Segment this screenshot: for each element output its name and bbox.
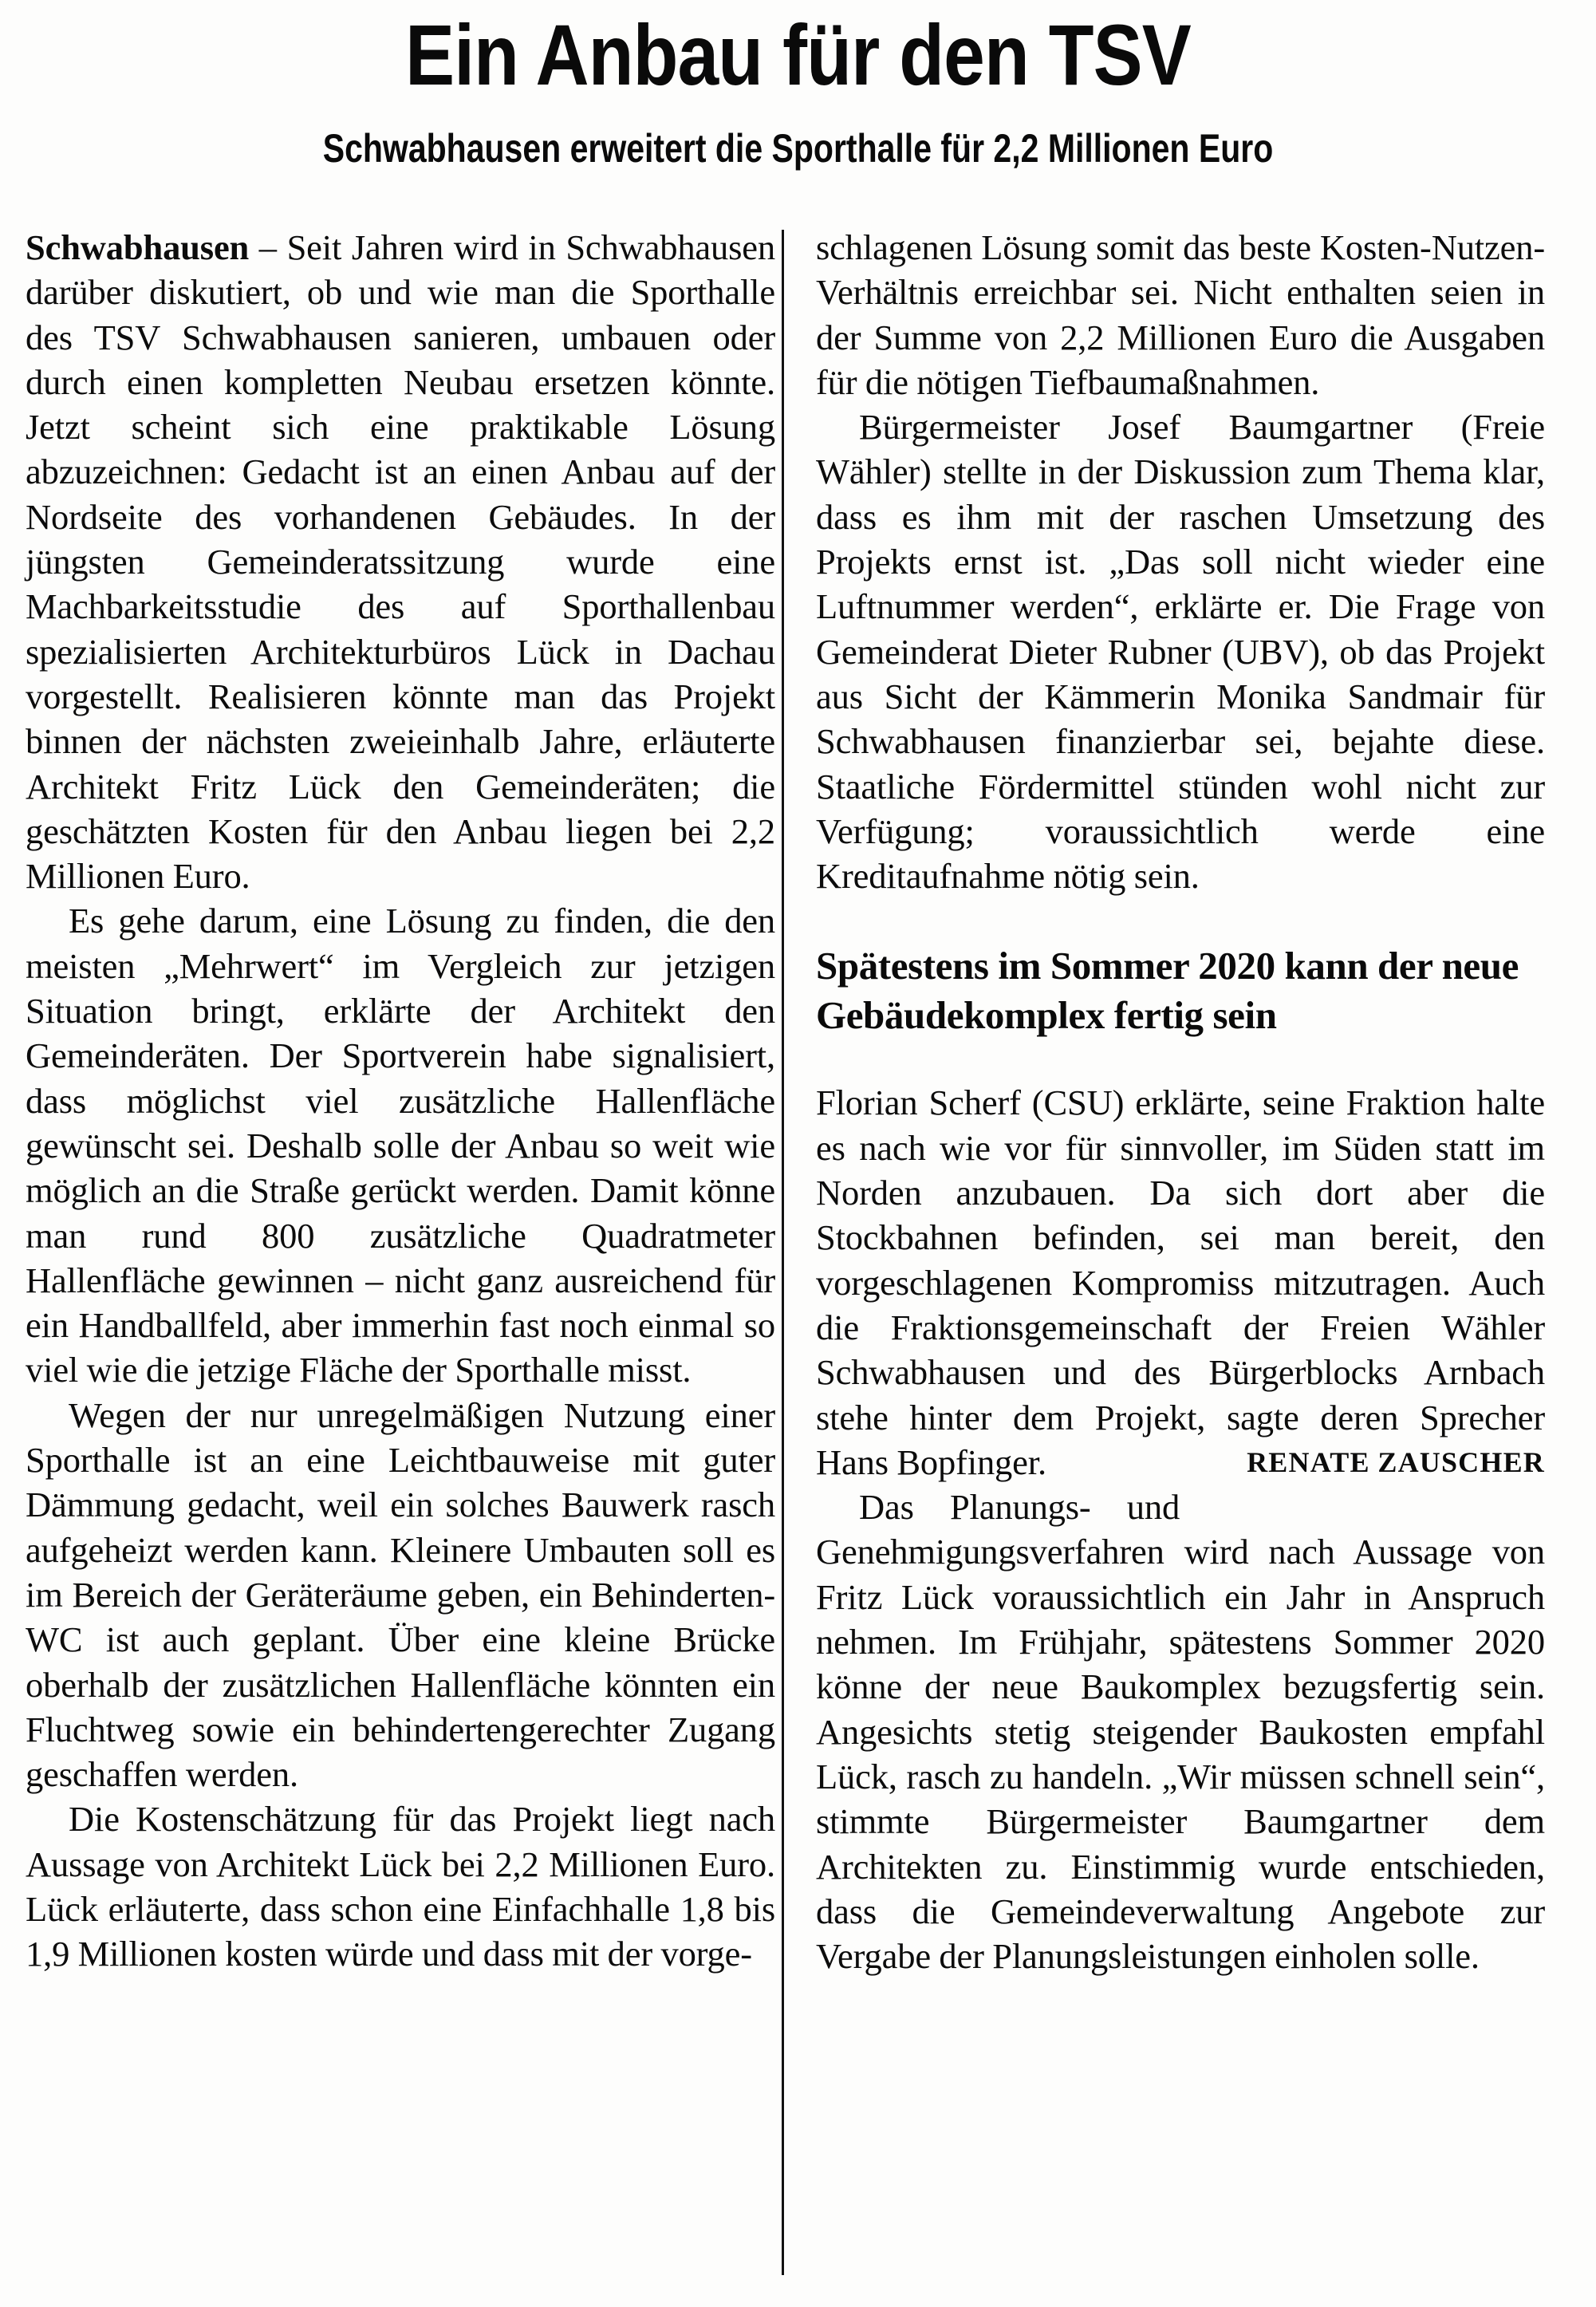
paragraph: Es gehe darum, eine Lösung zu finden, die den meisten „Mehrwert“ im Vergleich zur jetzigen Situation bringt, erklärte der Architekt den Gemeinderäten. Der Sportverein habe signalisiert, dass möglichst viel zusätzliche Hallenfläche gewünscht sei. Deshalb solle der Anbau so weit wie möglich an die Straße gerückt werden. Damit könne man rund 800 zusätzliche Quadratmeter Hallenfläche gewinnen – nicht ganz ausreichend für ein Handballfeld, aber immerhin fast noch einmal so viel wie die jetzige Fläche der Sporthalle misst. xyxy=(26,901,775,1390)
article-columns xyxy=(0,225,1596,2307)
paragraph-text: Das Planungs- und Genehmigungsverfahren wird nach Aussage von Fritz Lück voraussichtlich ein Jahr in Anspruch nehmen. Im Frühjahr, spätestens Sommer 2020 könne der neue Baukomplex bezugsfertig sein. Angesichts stetig steigender Baukosten empfahl Lück, rasch zu handeln. „Wir müssen schnell sein“, stimmte Bürgermeister Baumgartner dem Architekten zu. Einstimmig wurde entschieden, dass die Gemeindeverwaltung Angebote zur Vergabe der Planungsleistungen einholen solle. xyxy=(816,1487,1545,1977)
paragraph: Die Kostenschätzung für das Projekt liegt nach Aussage von Architekt Lück bei 2,2 Millionen Euro. Lück erläuterte, dass schon eine Einfachhalle 1,8 bis 1,9 Millionen kosten würde und dass mit der vorge- xyxy=(26,1799,775,1974)
paragraph-text: – Seit Jahren wird in Schwabhausen darüber diskutiert, ob und wie man die Sporthalle des TSV Schwabhausen sanieren, umbauen oder durch einen kompletten Neubau ersetzen könnte. Jetzt scheint sich eine praktikable Lösung abzuzeichnen: Gedacht ist an einen Anbau auf der Nordseite des vorhandenen Gebäudes. In der jüngsten Gemeinderatssitzung wurde eine Machbarkeitsstudie des auf Sporthallenbau spezialisierten Architekturbüros Lück in Dachau vorgestellt. Realisieren könnte man das Projekt binnen der nächsten zweieinhalb Jahre, erläuterte Architekt Fritz Lück den Gemeinderäten; die geschätzten Kosten für den Anbau liegen bei 2,2 Millionen Euro. xyxy=(26,227,775,897)
paragraph: schlagenen Lösung somit das beste Kosten-Nutzen-Verhältnis erreichbar sei. Nicht enthalten seien in der Summe von 2,2 Millionen Euro die Ausgaben für die nötigen Tiefbaumaßnahmen. xyxy=(816,227,1545,402)
headline-block xyxy=(0,6,1596,172)
section-crosshead: Spätestens im Sommer 2020 kann der neue Gebäudekomplex fertig sein xyxy=(816,944,1519,1038)
paragraph xyxy=(816,1446,1545,1978)
paragraph: Florian Scherf (CSU) erklärte, seine Fraktion halte es nach wie vor für sinnvoller, im Süden statt im Norden anzubauen. Da sich dort aber die Stockbahnen befinden, sei man bereit, den vorgeschlagenen Kompromiss mitzutragen. Auch die Fraktionsgemeinschaft der Freien Wähler Schwabhausen und des Bürgerblocks Arnbach stehe hinter dem Projekt, sagte deren Sprecher Hans Bopfinger. xyxy=(816,1083,1545,1482)
author-byline: RENATE ZAUSCHER xyxy=(1247,1446,1545,1479)
article-column-left xyxy=(0,225,782,1977)
paragraph: Wegen der nur unregelmäßigen Nutzung einer Sporthalle ist an eine Leichtbauweise mit guter Dämmung gedacht, weil ein solches Bauwerk rasch aufgeheizt werden kann. Kleinere Umbauten soll es im Bereich der Geräteräume geben, ein Behinderten-WC ist auch geplant. Über eine kleine Brücke oberhalb der zusätzlichen Hallenfläche könnten ein Fluchtweg sowie ein behindertengerechter Zugang geschaffen werden. xyxy=(26,1394,775,1795)
article-subhead: Schwabhausen erweitert die Sporthalle für 2,2 Millionen Euro xyxy=(322,126,1274,172)
page-title: Ein Anbau für den TSV xyxy=(405,6,1191,103)
paragraph-lead xyxy=(26,225,775,898)
paragraph: Bürgermeister Josef Baumgartner (Freie Wähler) stellte in der Diskussion zum Thema klar, dass es ihm mit der raschen Umsetzung des Projekts ernst ist. „Das soll nicht wieder eine Luftnummer werden“, erklärte er. Die Frage von Gemeinderat Dieter Rubner (UBV), ob das Projekt aus Sicht der Kämmerin Monika Sandmair für Schwabhausen finanzierbar sei, bejahte diese. Staatliche Fördermittel stünden wohl nicht zur Verfügung; voraussichtlich werde eine Kreditaufnahme nötig sein. xyxy=(816,407,1545,897)
dateline: Schwabhausen xyxy=(26,227,250,267)
article-column-right xyxy=(784,225,1566,1978)
